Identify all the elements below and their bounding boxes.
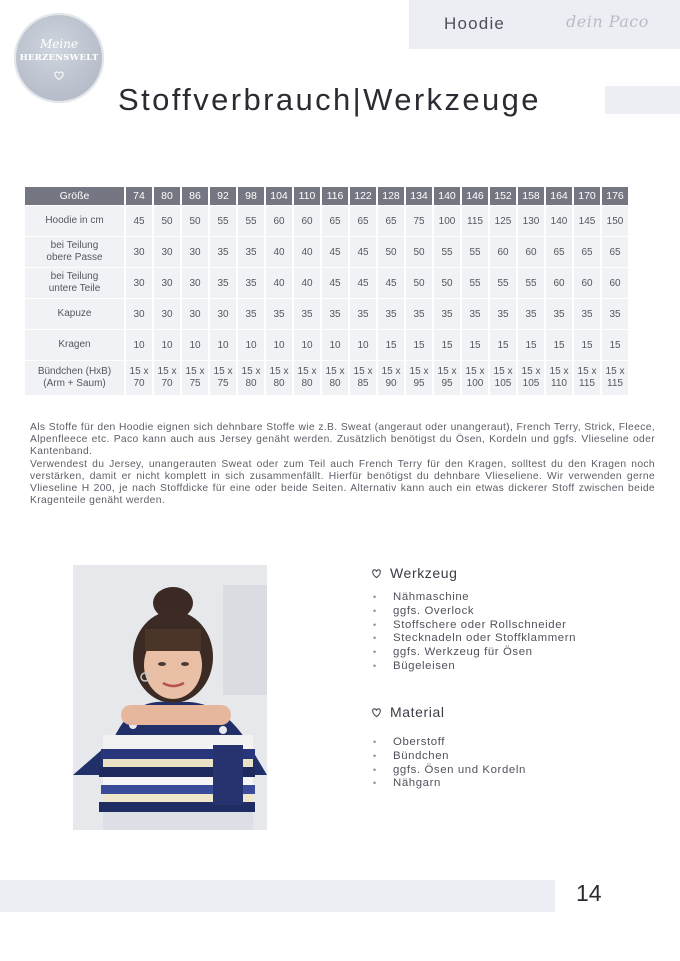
value-cell: 65 <box>378 205 404 236</box>
size-header-cell: 140 <box>434 187 460 205</box>
value-cell: 60 <box>294 205 320 236</box>
value-width: 15 x <box>325 366 345 377</box>
description-paragraph: Verwendest du Jersey, unangerauten Sweat oder zum Teil auch French Terry für den Kragen, solltest du den Kragen noch verstärken, damit er nicht komplett in sich zusammenfällt. Hierfür benötigst du dehnbare Vlieseliene. Wir verwenden gerne Vlieseline H 200, je nach Stoffdicke für eine oder beide Seiten. Alternativ kann auch ein etwas dickerer Stoff zwischen beide Kragenteile genäht werden. <box>30 458 655 507</box>
value-cell: 15 <box>434 329 460 360</box>
werkzeug-list <box>371 591 576 674</box>
size-header-cell: 80 <box>154 187 180 205</box>
table-row <box>25 267 628 298</box>
value-cell: 50 <box>434 267 460 298</box>
size-header-cell: 110 <box>294 187 320 205</box>
size-header-cell: 176 <box>602 187 628 205</box>
value-cell: 35 <box>406 298 432 329</box>
value-cell: 60 <box>490 236 516 267</box>
value-width: 15 x <box>269 366 289 377</box>
value-length: 80 <box>329 378 341 389</box>
value-cell: 65 <box>322 205 348 236</box>
title-accent-bar <box>605 86 680 114</box>
value-cell: 10 <box>294 329 320 360</box>
value-width: 15 x <box>185 366 205 377</box>
value-width: 15 x <box>577 366 597 377</box>
value-length: 100 <box>466 378 484 389</box>
value-cell: 35 <box>378 298 404 329</box>
value-cell: 15 <box>602 329 628 360</box>
value-length: 75 <box>217 378 229 389</box>
value-cell: 50 <box>182 205 208 236</box>
row-label: Kapuze <box>25 298 124 329</box>
size-header-cell: 116 <box>322 187 348 205</box>
value-cell: 30 <box>126 236 152 267</box>
value-cell: 35 <box>210 267 236 298</box>
value-cell: 65 <box>546 236 572 267</box>
value-cell: 55 <box>462 236 488 267</box>
material-title: Material <box>390 704 445 720</box>
value-cell: 50 <box>406 236 432 267</box>
value-cell: 60 <box>518 236 544 267</box>
value-length: 110 <box>551 378 567 389</box>
value-width: 15 x <box>465 366 485 377</box>
table-row <box>25 360 628 395</box>
value-cell: 15 <box>574 329 600 360</box>
size-header-cell: 158 <box>518 187 544 205</box>
heart-icon <box>53 69 65 81</box>
value-cell <box>434 360 460 395</box>
value-cell: 45 <box>378 267 404 298</box>
value-cell <box>154 360 180 395</box>
value-cell <box>462 360 488 395</box>
value-cell: 15 <box>546 329 572 360</box>
size-header-cell: 74 <box>126 187 152 205</box>
value-width: 15 x <box>381 366 401 377</box>
photo-woman-with-fabrics <box>73 565 267 830</box>
list-item: • ggfs. Werkzeug für Ösen <box>371 646 576 660</box>
list-item: • Stoffschere oder Rollschneider <box>371 619 576 633</box>
value-width: 15 x <box>157 366 177 377</box>
value-cell: 75 <box>406 205 432 236</box>
value-cell: 55 <box>238 205 264 236</box>
value-width: 15 x <box>129 366 149 377</box>
size-header-cell: 104 <box>266 187 292 205</box>
size-header-cell: 146 <box>462 187 488 205</box>
footer-bar <box>0 880 555 912</box>
value-cell: 50 <box>378 236 404 267</box>
value-length: 105 <box>522 378 540 389</box>
size-header-cell: 98 <box>238 187 264 205</box>
value-cell: 15 <box>406 329 432 360</box>
heart-outline-icon <box>371 568 382 579</box>
table-row <box>25 329 628 360</box>
value-cell <box>378 360 404 395</box>
value-cell: 40 <box>294 267 320 298</box>
value-cell: 15 <box>462 329 488 360</box>
table-row <box>25 298 628 329</box>
value-cell <box>518 360 544 395</box>
photo-illustration <box>73 565 267 830</box>
value-length: 115 <box>579 378 595 389</box>
size-header-cell: 164 <box>546 187 572 205</box>
material-heading <box>371 704 526 720</box>
value-cell: 35 <box>546 298 572 329</box>
row-label-line: (Arm + Saum) <box>43 378 106 389</box>
heart-outline-icon <box>371 707 382 718</box>
size-header-cell: 170 <box>574 187 600 205</box>
value-cell: 65 <box>602 236 628 267</box>
value-cell: 55 <box>210 205 236 236</box>
size-header-cell: 128 <box>378 187 404 205</box>
row-label-line: Bündchen (HxB) <box>37 366 112 377</box>
value-cell: 125 <box>490 205 516 236</box>
value-cell: 10 <box>350 329 376 360</box>
werkzeug-title: Werkzeug <box>390 565 458 581</box>
list-item: • Oberstoff <box>371 736 526 750</box>
value-length: 80 <box>301 378 313 389</box>
page-title: Stoffverbrauch|Werkzeuge <box>118 82 541 117</box>
value-cell: 15 <box>490 329 516 360</box>
value-length: 70 <box>133 378 145 389</box>
value-cell: 50 <box>154 205 180 236</box>
value-cell <box>210 360 236 395</box>
value-cell: 115 <box>462 205 488 236</box>
value-cell: 35 <box>266 298 292 329</box>
row-label-line: untere Teile <box>48 283 101 294</box>
value-width: 15 x <box>521 366 541 377</box>
value-length: 85 <box>357 378 369 389</box>
fabric-requirement-table <box>23 187 630 395</box>
fabric-description <box>30 422 655 507</box>
value-cell: 10 <box>210 329 236 360</box>
row-label <box>25 236 124 267</box>
value-cell <box>546 360 572 395</box>
header-bar <box>409 0 680 49</box>
value-cell: 30 <box>154 267 180 298</box>
value-cell: 45 <box>322 267 348 298</box>
value-length: 80 <box>245 378 257 389</box>
size-header-cell: 92 <box>210 187 236 205</box>
value-cell: 40 <box>266 236 292 267</box>
value-length: 70 <box>161 378 173 389</box>
value-cell: 35 <box>490 298 516 329</box>
value-cell: 140 <box>546 205 572 236</box>
value-cell <box>238 360 264 395</box>
value-cell <box>294 360 320 395</box>
werkzeug-heading <box>371 565 576 581</box>
value-cell: 35 <box>322 298 348 329</box>
value-width: 15 x <box>297 366 317 377</box>
value-cell: 35 <box>518 298 544 329</box>
value-cell: 100 <box>434 205 460 236</box>
list-item: • Bügeleisen <box>371 660 576 674</box>
material-list <box>371 736 526 791</box>
value-cell: 45 <box>350 267 376 298</box>
value-cell: 30 <box>182 236 208 267</box>
value-cell <box>574 360 600 395</box>
logo-main-text: HERZENSWELT <box>19 53 99 63</box>
value-cell: 65 <box>350 205 376 236</box>
value-cell: 30 <box>126 267 152 298</box>
value-cell: 45 <box>322 236 348 267</box>
value-cell: 35 <box>294 298 320 329</box>
row-label <box>25 360 124 395</box>
value-cell: 60 <box>602 267 628 298</box>
table-header-row <box>25 187 628 205</box>
value-cell: 30 <box>182 267 208 298</box>
page-number: 14 <box>576 880 602 906</box>
value-cell: 60 <box>574 267 600 298</box>
description-paragraph: Als Stoffe für den Hoodie eignen sich dehnbare Stoffe wie z.B. Sweat (angeraut oder unangeraut), French Terry, Strick, Fleece, Alpenfleece etc. Paco kann auch aus Jersey genäht werden. Zusätzlich benötigst du Ösen, Kordeln und ggfs. Vlieseline oder Kantenband. <box>30 422 655 458</box>
list-item: • Nähgarn <box>371 777 526 791</box>
value-cell: 45 <box>126 205 152 236</box>
value-cell: 45 <box>350 236 376 267</box>
value-length: 95 <box>441 378 453 389</box>
value-width: 15 x <box>213 366 233 377</box>
werkzeug-section <box>371 565 576 674</box>
size-header-cell: 86 <box>182 187 208 205</box>
value-cell: 145 <box>574 205 600 236</box>
table-body <box>25 205 628 395</box>
value-cell: 30 <box>154 298 180 329</box>
value-cell: 10 <box>126 329 152 360</box>
value-cell: 35 <box>238 236 264 267</box>
brand-logo <box>14 13 104 103</box>
list-item: • ggfs. Overlock <box>371 605 576 619</box>
value-cell: 10 <box>238 329 264 360</box>
value-length: 90 <box>385 378 397 389</box>
value-cell: 40 <box>266 267 292 298</box>
value-width: 15 x <box>241 366 261 377</box>
row-label-line: bei Teilung <box>50 240 99 251</box>
value-cell: 60 <box>266 205 292 236</box>
value-cell: 10 <box>154 329 180 360</box>
list-item: • Nähmaschine <box>371 591 576 605</box>
value-length: 105 <box>494 378 512 389</box>
value-length: 115 <box>607 378 623 389</box>
value-cell: 35 <box>238 267 264 298</box>
value-cell: 55 <box>434 236 460 267</box>
value-width: 15 x <box>353 366 373 377</box>
value-cell <box>406 360 432 395</box>
value-width: 15 x <box>549 366 569 377</box>
value-cell: 35 <box>574 298 600 329</box>
value-width: 15 x <box>493 366 513 377</box>
value-cell <box>182 360 208 395</box>
value-cell: 55 <box>490 267 516 298</box>
value-cell: 35 <box>434 298 460 329</box>
value-width: 15 x <box>409 366 429 377</box>
list-item: • ggfs. Ösen und Kordeln <box>371 764 526 778</box>
row-label: Kragen <box>25 329 124 360</box>
value-cell: 10 <box>322 329 348 360</box>
value-cell: 15 <box>518 329 544 360</box>
value-cell: 35 <box>238 298 264 329</box>
value-cell: 65 <box>574 236 600 267</box>
value-cell <box>126 360 152 395</box>
value-cell <box>602 360 628 395</box>
value-length: 80 <box>273 378 285 389</box>
value-cell: 55 <box>462 267 488 298</box>
value-width: 15 x <box>437 366 457 377</box>
row-label: Hoodie in cm <box>25 205 124 236</box>
value-cell: 30 <box>126 298 152 329</box>
value-cell: 55 <box>518 267 544 298</box>
value-cell: 60 <box>546 267 572 298</box>
value-length: 75 <box>189 378 201 389</box>
value-cell: 35 <box>602 298 628 329</box>
value-cell: 50 <box>406 267 432 298</box>
value-cell <box>490 360 516 395</box>
logo-script-text: Meine <box>39 37 79 51</box>
value-cell <box>350 360 376 395</box>
list-item: • Stecknadeln oder Stoffklammern <box>371 632 576 646</box>
value-cell: 30 <box>210 298 236 329</box>
header-script: dein Paco <box>566 12 649 31</box>
row-label-line: obere Passe <box>46 252 103 263</box>
value-cell: 30 <box>182 298 208 329</box>
size-header-cell: 122 <box>350 187 376 205</box>
value-cell: 130 <box>518 205 544 236</box>
value-cell <box>266 360 292 395</box>
value-cell: 15 <box>378 329 404 360</box>
table-row <box>25 205 628 236</box>
size-header-cell: 152 <box>490 187 516 205</box>
header-title: Hoodie <box>444 14 506 33</box>
value-width: 15 x <box>605 366 625 377</box>
value-cell: 40 <box>294 236 320 267</box>
size-header-cell: 134 <box>406 187 432 205</box>
value-length: 95 <box>413 378 425 389</box>
table-row <box>25 236 628 267</box>
value-cell <box>322 360 348 395</box>
value-cell: 35 <box>350 298 376 329</box>
value-cell: 150 <box>602 205 628 236</box>
list-item: • Bündchen <box>371 750 526 764</box>
value-cell: 35 <box>210 236 236 267</box>
row-label <box>25 267 124 298</box>
value-cell: 10 <box>266 329 292 360</box>
material-section <box>371 704 526 791</box>
value-cell: 30 <box>154 236 180 267</box>
value-cell: 35 <box>462 298 488 329</box>
value-cell: 10 <box>182 329 208 360</box>
table-header-label: Größe <box>25 187 124 205</box>
row-label-line: bei Teilung <box>50 271 99 282</box>
